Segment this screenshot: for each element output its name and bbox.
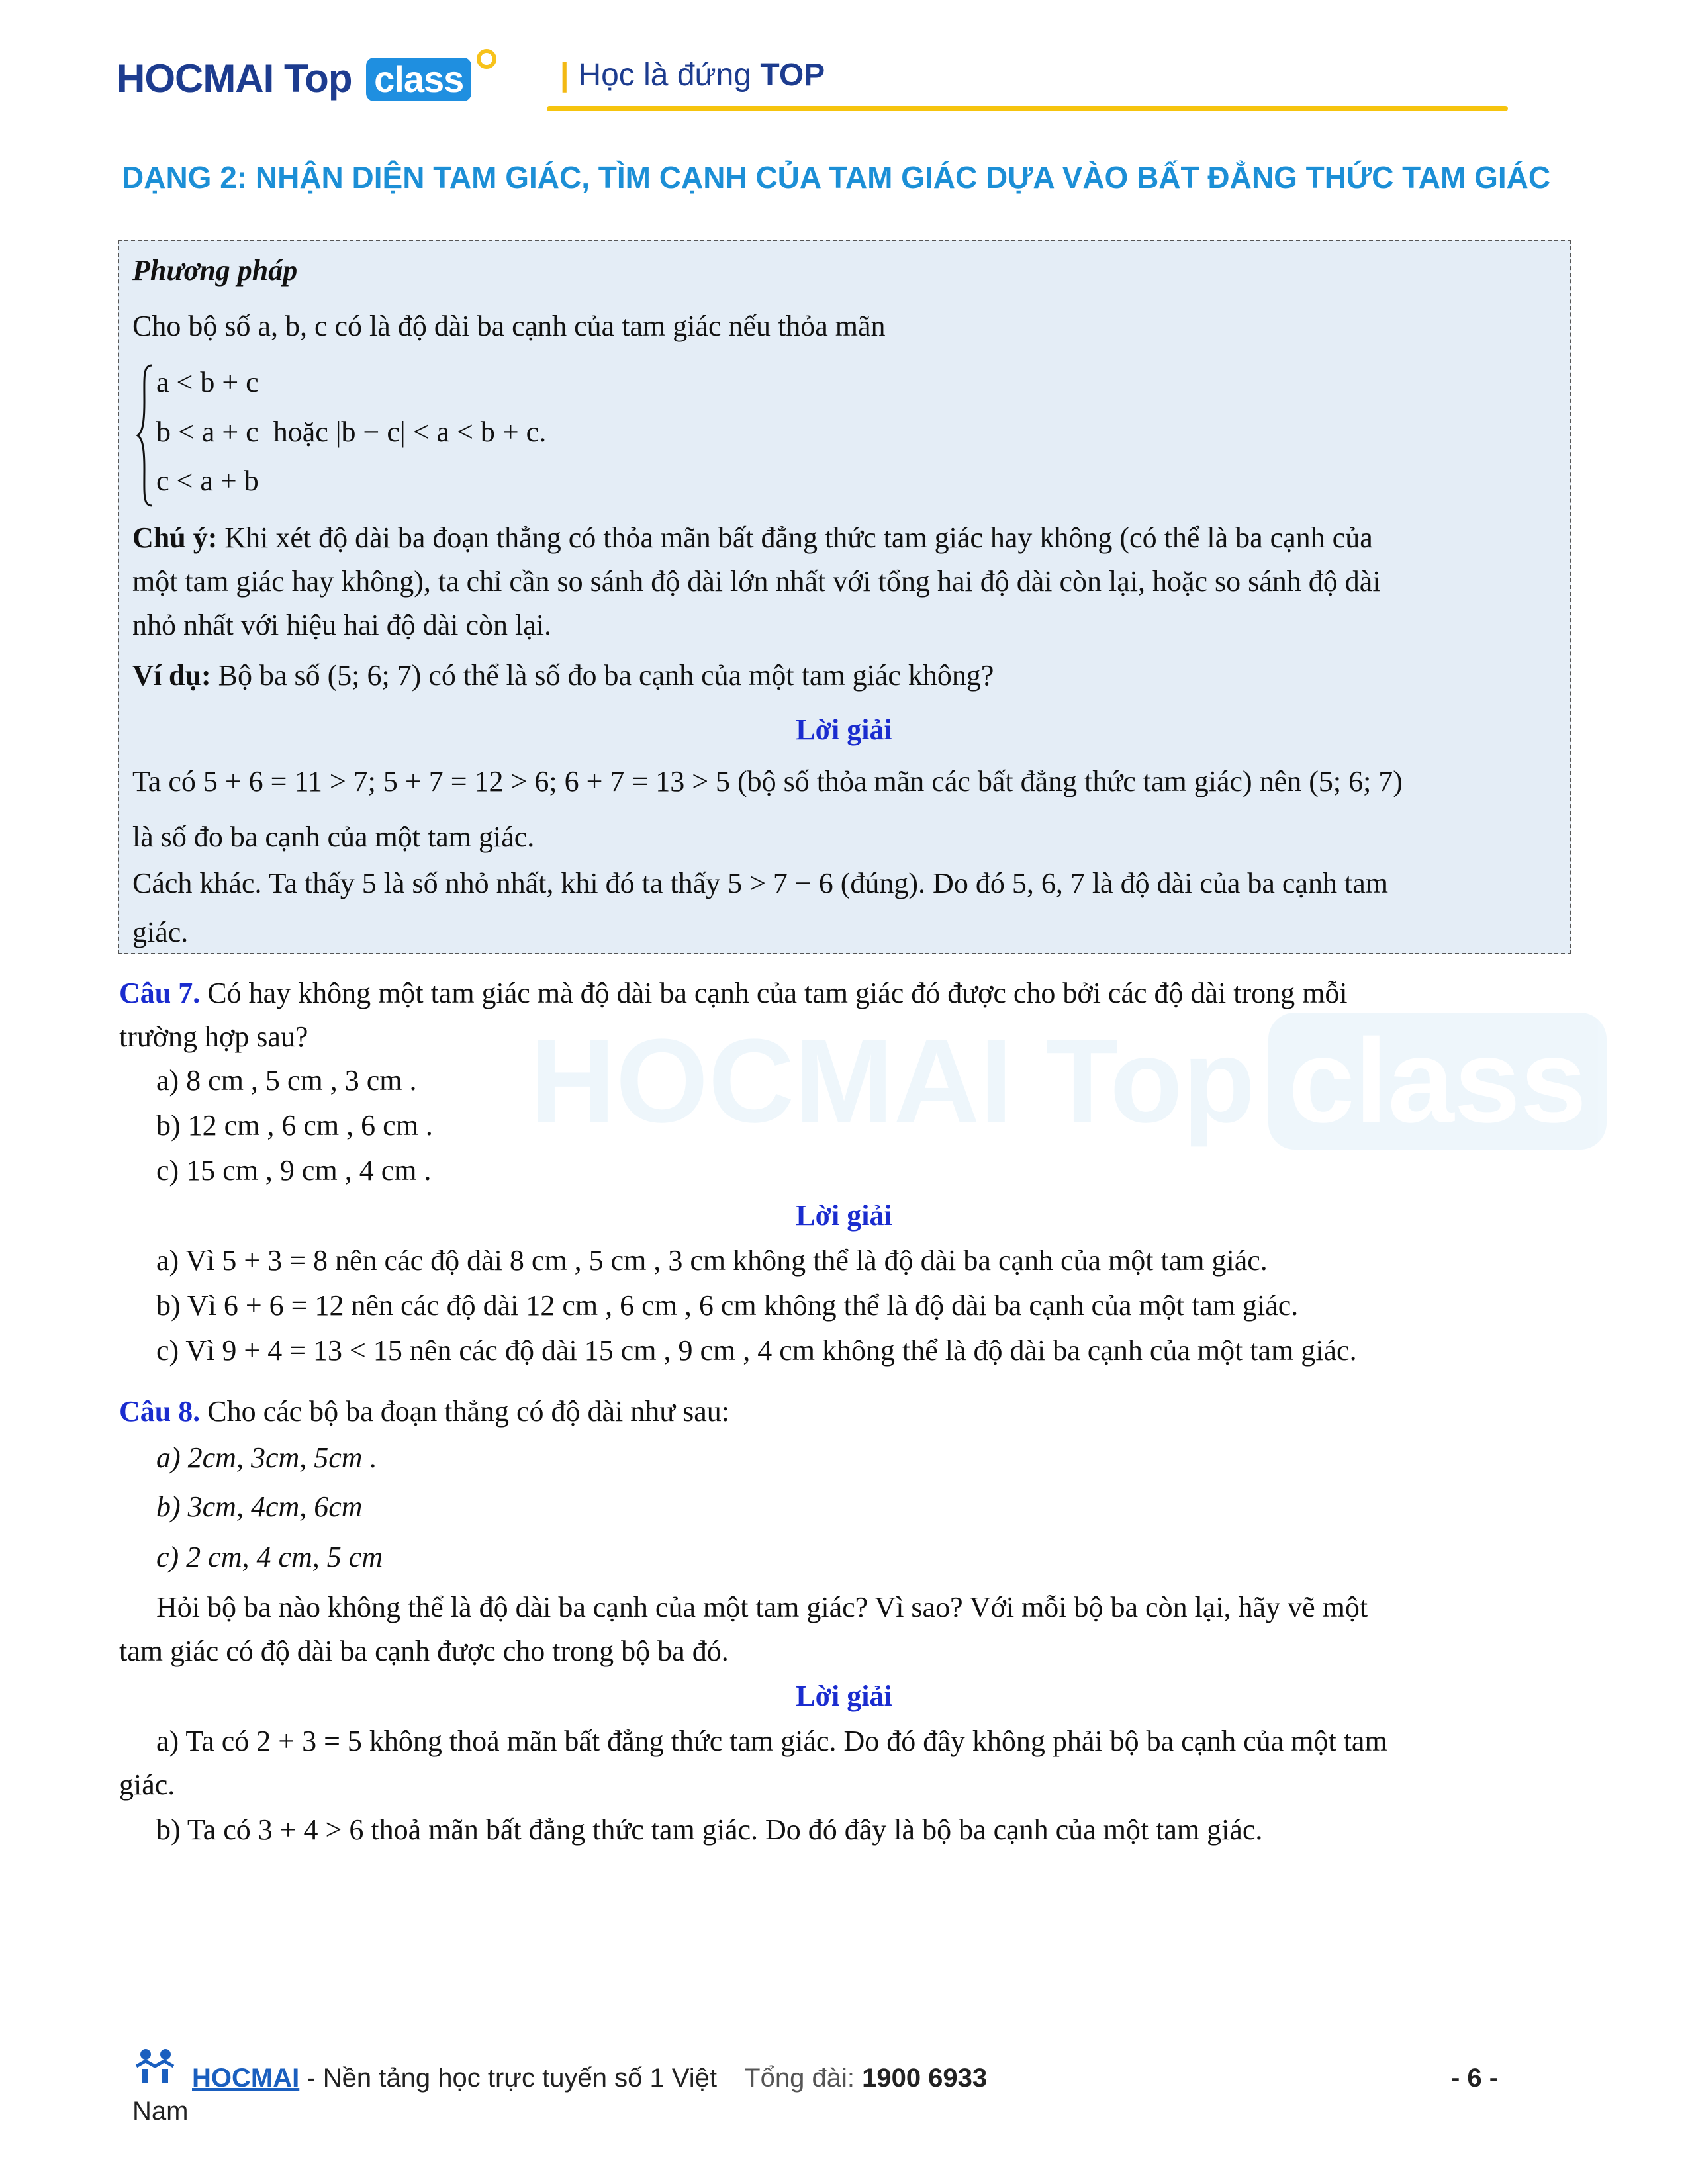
q8-question: Hỏi bộ ba nào không thể là độ dài ba cạnh của một tam giác? Vì sao? Với mỗi bộ ba còn lại, hãy vẽ một bbox=[156, 1591, 1368, 1623]
q8-solution-title: Lời giải bbox=[796, 1680, 892, 1712]
question-8 bbox=[119, 1390, 729, 1433]
q8-solution-a: a) Ta có 2 + 3 = 5 không thoả mãn bất đẳng thức tam giác. Do đó đây không phải bộ ba cạnh của một tam bbox=[156, 1725, 1387, 1757]
condition-or: hoặc bbox=[273, 416, 328, 448]
logo-hocmai-text: HOCMAI bbox=[117, 56, 274, 101]
q7-option-c: c) 15 cm , 9 cm , 4 cm . bbox=[156, 1154, 432, 1187]
footer-hotline-label: Tổng đài: bbox=[744, 2064, 855, 2093]
logo-sun-icon bbox=[477, 49, 496, 69]
page-number: - 6 - bbox=[1451, 2064, 1499, 2093]
q7-solution-c: c) Vì 9 + 4 = 13 < 15 nên các độ dài 15 cm , 9 cm , 4 cm không thể là độ dài ba cạnh của một tam giác. bbox=[156, 1334, 1357, 1367]
footer bbox=[192, 2064, 987, 2093]
q8-option-b: b) 3cm, 4cm, 6cm bbox=[156, 1490, 363, 1523]
tagline-prefix: Học là đứng bbox=[578, 58, 752, 93]
q8-solution-a-line-2: giác. bbox=[119, 1768, 175, 1801]
q8-text: Cho các bộ ba đoạn thẳng có độ dài như sau: bbox=[207, 1395, 730, 1428]
footer-text: - Nền tảng học trực tuyến số 1 Việt bbox=[299, 2064, 718, 2093]
header-underline bbox=[547, 106, 1508, 111]
condition-2 bbox=[156, 410, 546, 454]
tagline-strong: TOP bbox=[760, 58, 825, 93]
section-heading: DẠNG 2: NHẬN DIỆN TAM GIÁC, TÌM CẠNH CỦA TAM GIÁC DỰA VÀO BẤT ĐẲNG THỨC TAM GIÁC bbox=[122, 160, 1551, 195]
note-line-3: nhỏ nhất với hiệu hai độ dài còn lại. bbox=[132, 609, 552, 641]
q7-solution-a: a) Vì 5 + 3 = 8 nên các độ dài 8 cm , 5 cm , 3 cm không thể là độ dài ba cạnh của một tam giác. bbox=[156, 1244, 1268, 1277]
q7-text-line-2: trường hợp sau? bbox=[119, 1021, 308, 1053]
method-solution-line-2: là số đo ba cạnh của một tam giác. bbox=[132, 821, 535, 853]
q7-label: Câu 7. bbox=[119, 977, 201, 1009]
footer-brand-link[interactable]: HOCMAI bbox=[192, 2064, 300, 2093]
method-solution-line-1: Ta có 5 + 6 = 11 > 7; 5 + 7 = 12 > 6; 6 + 7 = 13 > 5 (bộ số thỏa mãn các bất đẳng thức tam giác) nên (5; 6; 7) bbox=[132, 765, 1403, 797]
footer-wrap-text: Nam bbox=[132, 2097, 189, 2126]
note-text: Khi xét độ dài ba đoạn thẳng có thỏa mãn bất đẳng thức tam giác hay không (có thể là ba cạnh của bbox=[224, 522, 1373, 554]
note-label: Chú ý: bbox=[132, 522, 218, 554]
watermark-class: class bbox=[1268, 1013, 1606, 1150]
q8-option-c: c) 2 cm, 4 cm, 5 cm bbox=[156, 1541, 383, 1573]
q7-option-b: b) 12 cm , 6 cm , 6 cm . bbox=[156, 1109, 433, 1142]
tagline-divider: | bbox=[560, 58, 569, 93]
q7-solution-title: Lời giải bbox=[796, 1199, 892, 1232]
q8-solution-b: b) Ta có 3 + 4 > 6 thoả mãn bất đẳng thức tam giác. Do đó đây là bộ ba cạnh của một tam giác. bbox=[156, 1813, 1263, 1846]
method-solution-line-4: giác. bbox=[132, 916, 189, 948]
footer-hotline: 1900 6933 bbox=[862, 2064, 988, 2093]
example-text: Bộ ba số (5; 6; 7) có thể là số đo ba cạnh của một tam giác không? bbox=[218, 659, 994, 692]
logo-class-badge: class bbox=[366, 58, 471, 101]
header-tagline bbox=[560, 57, 825, 93]
q7-solution-b: b) Vì 6 + 6 = 12 nên các độ dài 12 cm , 6 cm , 6 cm không thể là độ dài ba cạnh của một tam giác. bbox=[156, 1289, 1299, 1322]
method-solution-title: Lời giải bbox=[796, 713, 892, 746]
hocmai-topclass-logo bbox=[117, 56, 471, 101]
watermark-main: HOCMAI Top bbox=[530, 1015, 1256, 1148]
q7-text: Có hay không một tam giác mà độ dài ba cạnh của tam giác đó được cho bởi các độ dài trong mỗi bbox=[207, 977, 1348, 1009]
method-solution-line-3: Cách khác. Ta thấy 5 là số nhỏ nhất, khi đó ta thấy 5 > 7 − 6 (đúng). Do đó 5, 6, 7 là độ dài của ba cạnh tam bbox=[132, 867, 1388, 899]
example-label: Ví dụ: bbox=[132, 659, 211, 692]
system-brace-icon bbox=[135, 363, 155, 508]
note-line-2: một tam giác hay không), ta chỉ cần so sánh độ dài lớn nhất với tổng hai độ dài còn lại, hoặc so sánh độ dài bbox=[132, 565, 1381, 598]
q8-question-line-2: tam giác có độ dài ba cạnh được cho trong bộ ba đó. bbox=[119, 1635, 729, 1667]
condition-alt: |b − c| < a < b + c. bbox=[335, 416, 547, 448]
logo-top-text: Top bbox=[283, 56, 352, 101]
method-title: Phương pháp bbox=[132, 254, 298, 287]
q7-option-a: a) 8 cm , 5 cm , 3 cm . bbox=[156, 1064, 417, 1097]
hocmai-footer-logo-icon bbox=[132, 2046, 179, 2090]
q8-option-a: a) 2cm, 3cm, 5cm . bbox=[156, 1441, 377, 1474]
q8-label: Câu 8. bbox=[119, 1395, 201, 1428]
watermark bbox=[530, 1013, 1607, 1150]
condition-1: a < b + c bbox=[156, 366, 259, 398]
question-7 bbox=[119, 972, 1575, 1015]
method-note bbox=[132, 516, 1562, 560]
method-intro: Cho bộ số a, b, c có là độ dài ba cạnh của tam giác nếu thỏa mãn bbox=[132, 310, 886, 342]
condition-3: c < a + b bbox=[156, 465, 259, 497]
condition-2-main: b < a + c bbox=[156, 416, 259, 448]
method-example bbox=[132, 654, 994, 698]
